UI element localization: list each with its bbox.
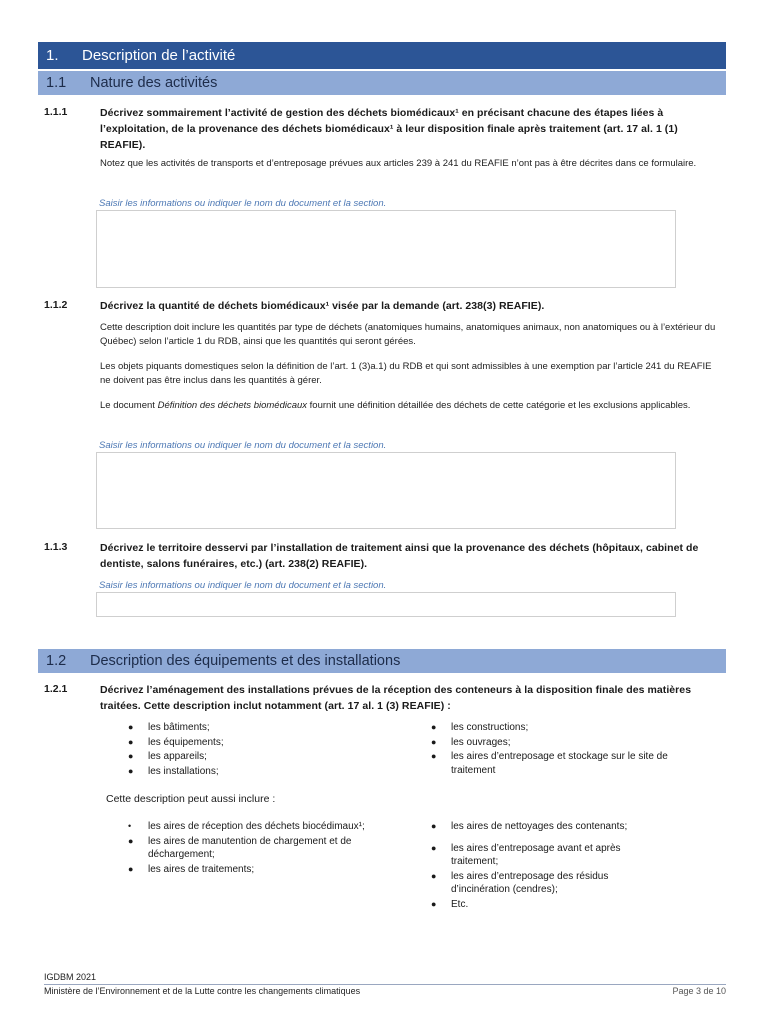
section-number: 1.1: [46, 75, 67, 91]
list-item: ● les appareils;: [128, 751, 207, 762]
list-item: ● les aires de manutention de chargement et de déchargement;: [128, 835, 352, 860]
question-text: Décrivez l’aménagement des installations prévues de la réception des conteneurs à la disposition finale des matières traitées. Cette description inclut notamment (art. 17 al. 1 (3) REAFIE) :: [100, 684, 692, 712]
note-text: Cette description doit inclure les quantités par type de déchets (anatomiques humains, anatomiques animaux, non anatomiques ou à l’extérieur du Québec) selon l’article 1 du RDB, ainsi que les quantités qui seront gérées.: [100, 322, 716, 347]
answer-field-1-1-2[interactable]: [96, 452, 676, 529]
note-text: Notez que les activités de transports et d’entreposage prévues aux articles 239 à 241 du REAFIE n’ont pas à être décrites dans ce formulaire.: [100, 158, 697, 169]
list-item: ● les installations;: [128, 765, 219, 777]
list-item: ● les bâtiments;: [128, 722, 210, 733]
question-number: 1.1.2: [44, 299, 68, 311]
list-item: ● Etc.: [431, 898, 469, 910]
list-intro: Cette description peut aussi inclure :: [106, 793, 276, 805]
list-item: ● les aires de traitements;: [128, 863, 255, 875]
section-title: Nature des activités: [90, 75, 218, 91]
note-text: Le document Définition des déchets biomédicaux fournit une définition détaillée des déchets de cette catégorie et les exclusions applicables.: [100, 400, 691, 411]
question-text: Décrivez sommairement l’activité de gestion des déchets biomédicaux¹ en précisant chacune des étapes liées à l’exploitation, de la provenance des déchets biomédicaux¹ à leur disposition finale après traitement (art. 17 al. 1 (1) REAFIE).: [100, 107, 678, 151]
footer-divider: [44, 984, 726, 985]
input-hint: Saisir les informations ou indiquer le nom du document et la section.: [99, 440, 387, 451]
question-1-1-2: [44, 298, 724, 314]
question-number: 1.1.3: [44, 541, 68, 553]
question-1-1-3: [44, 540, 724, 572]
bullet-list-right: [429, 721, 681, 778]
document-title: Définition des déchets biomédicaux: [157, 400, 308, 411]
input-hint: Saisir les informations ou indiquer le nom du document et la section.: [99, 580, 387, 591]
question-text: Décrivez le territoire desservi par l’installation de traitement ainsi que la provenance des déchets (hôpitaux, cabinet de dentiste, salons funéraires, etc.) (art. 238(2) REAFIE).: [100, 542, 699, 570]
section-number: 1.: [46, 47, 59, 64]
document-code: IGDBM 2021: [44, 972, 97, 982]
section-header-1: [38, 42, 726, 69]
bullet-list-right-2: [429, 820, 681, 912]
list-item: ● les constructions;: [431, 722, 529, 733]
answer-field-1-1-1[interactable]: [96, 210, 676, 288]
list-item: ● les aires de nettoyages des contenants;: [431, 821, 628, 832]
section-title: Description de l’activité: [82, 47, 236, 64]
section-title: Description des équipements et des installations: [90, 653, 401, 669]
question-1-1-1: [44, 105, 724, 153]
question-text: Décrivez la quantité de déchets biomédicaux¹ visée par la demande (art. 238(3) REAFIE).: [100, 300, 545, 312]
section-header-1-2: [38, 649, 726, 673]
question-number: 1.1.1: [44, 106, 68, 118]
list-item: • les aires de réception des déchets biocédimaux¹;: [128, 821, 365, 832]
page-number: Page 3 de 10: [672, 986, 726, 996]
section-header-1-1: [38, 71, 726, 95]
note-text: Les objets piquants domestiques selon la définition de l’art. 1 (3)a.1) du RDB et qui sont admissibles à une exemption par l’article 241 du REAFIE ne doivent pas être inclus dans les quantités à gérer.: [100, 361, 712, 386]
answer-field-1-1-3[interactable]: [96, 592, 676, 617]
section-number: 1.2: [46, 653, 67, 669]
list-item: ● les aires d’entreposage et stockage sur le site de traitement: [431, 751, 668, 776]
bullet-list-left-2: [126, 820, 398, 877]
list-item: ● les ouvrages;: [431, 736, 511, 748]
input-hint: Saisir les informations ou indiquer le nom du document et la section.: [99, 198, 387, 209]
list-item: ● les aires d’entreposage avant et après traitement;: [431, 842, 621, 867]
bullet-list-left: [126, 721, 378, 779]
ministry-name: Ministère de l’Environnement et de la Lutte contre les changements climatiques: [44, 986, 361, 996]
list-item: ● les aires d’entreposage des résidus d’incinération (cendres);: [431, 870, 609, 895]
question-1-2-1: [44, 682, 724, 714]
question-number: 1.2.1: [44, 683, 68, 695]
list-item: ● les équipements;: [128, 736, 224, 748]
